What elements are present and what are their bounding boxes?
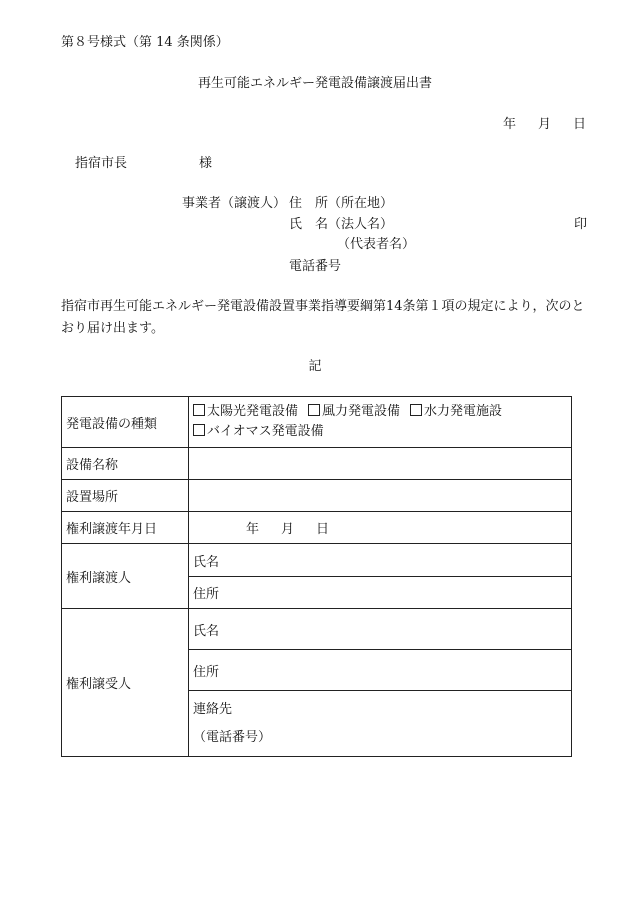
transfer-date-label: 権利譲渡年月日	[62, 512, 189, 544]
document-title: 再生可能エネルギー発電設備譲渡届出書	[197, 76, 432, 91]
applicant-representative-label: （代表者名）	[337, 237, 416, 252]
location-label: 設置場所	[62, 480, 189, 512]
type-label: 発電設備の種類	[62, 397, 189, 448]
form-number: 第８号様式（第 14 条関係）	[61, 35, 229, 50]
facility-name-field[interactable]	[189, 448, 572, 480]
addressee-name: 指宿市長	[75, 156, 128, 171]
checkbox-icon	[193, 404, 205, 416]
type-options	[189, 397, 572, 448]
transfer-form-table	[61, 396, 572, 757]
addressee-honorific: 様	[199, 156, 213, 171]
table-row-type	[62, 397, 572, 448]
transferee-name-field[interactable]: 氏名	[189, 609, 572, 650]
checkbox-solar[interactable]: 太陽光発電設備	[193, 402, 298, 422]
applicant-label: 事業者（譲渡人）	[182, 196, 287, 211]
ki-heading: 記	[308, 359, 322, 374]
transfer-date-field[interactable]: 年 月 日	[189, 512, 572, 544]
submission-date	[481, 118, 586, 131]
date-month: 月	[537, 117, 551, 132]
date-year: 年	[502, 117, 516, 132]
transferee-label: 権利譲受人	[62, 609, 189, 757]
transferee-contact-field[interactable]: 連絡先 （電話番号）	[189, 691, 572, 757]
table-row-facility-name	[62, 448, 572, 480]
applicant-phone-label: 電話番号	[289, 259, 342, 274]
location-field[interactable]	[189, 480, 572, 512]
applicant-address-label: 住 所（所在地）	[289, 196, 394, 211]
transferor-address-field[interactable]: 住所	[189, 577, 572, 609]
checkbox-hydro[interactable]: 水力発電施設	[410, 402, 502, 422]
seal-mark: 印	[573, 217, 587, 232]
checkbox-icon	[193, 424, 205, 436]
addressee	[75, 157, 212, 170]
transferor-name-field[interactable]: 氏名	[189, 544, 572, 577]
checkbox-icon	[410, 404, 422, 416]
transferor-label: 権利譲渡人	[62, 544, 189, 609]
checkbox-icon	[308, 404, 320, 416]
body-text: 指宿市再生可能エネルギー発電設備設置事業指導要綱第14条第１項の規定により，次のとおり届け出ます。	[61, 299, 585, 336]
table-row-location	[62, 480, 572, 512]
table-row-transferor-name	[62, 544, 572, 577]
checkbox-biomass[interactable]: バイオマス発電設備	[193, 422, 324, 442]
transferee-address-field[interactable]: 住所	[189, 650, 572, 691]
checkbox-wind[interactable]: 風力発電設備	[308, 402, 400, 422]
facility-name-label: 設備名称	[62, 448, 189, 480]
table-row-transferee-name	[62, 609, 572, 650]
table-row-transfer-date	[62, 512, 572, 544]
applicant-name-label: 氏 名（法人名）	[289, 217, 394, 232]
date-day: 日	[572, 117, 586, 132]
